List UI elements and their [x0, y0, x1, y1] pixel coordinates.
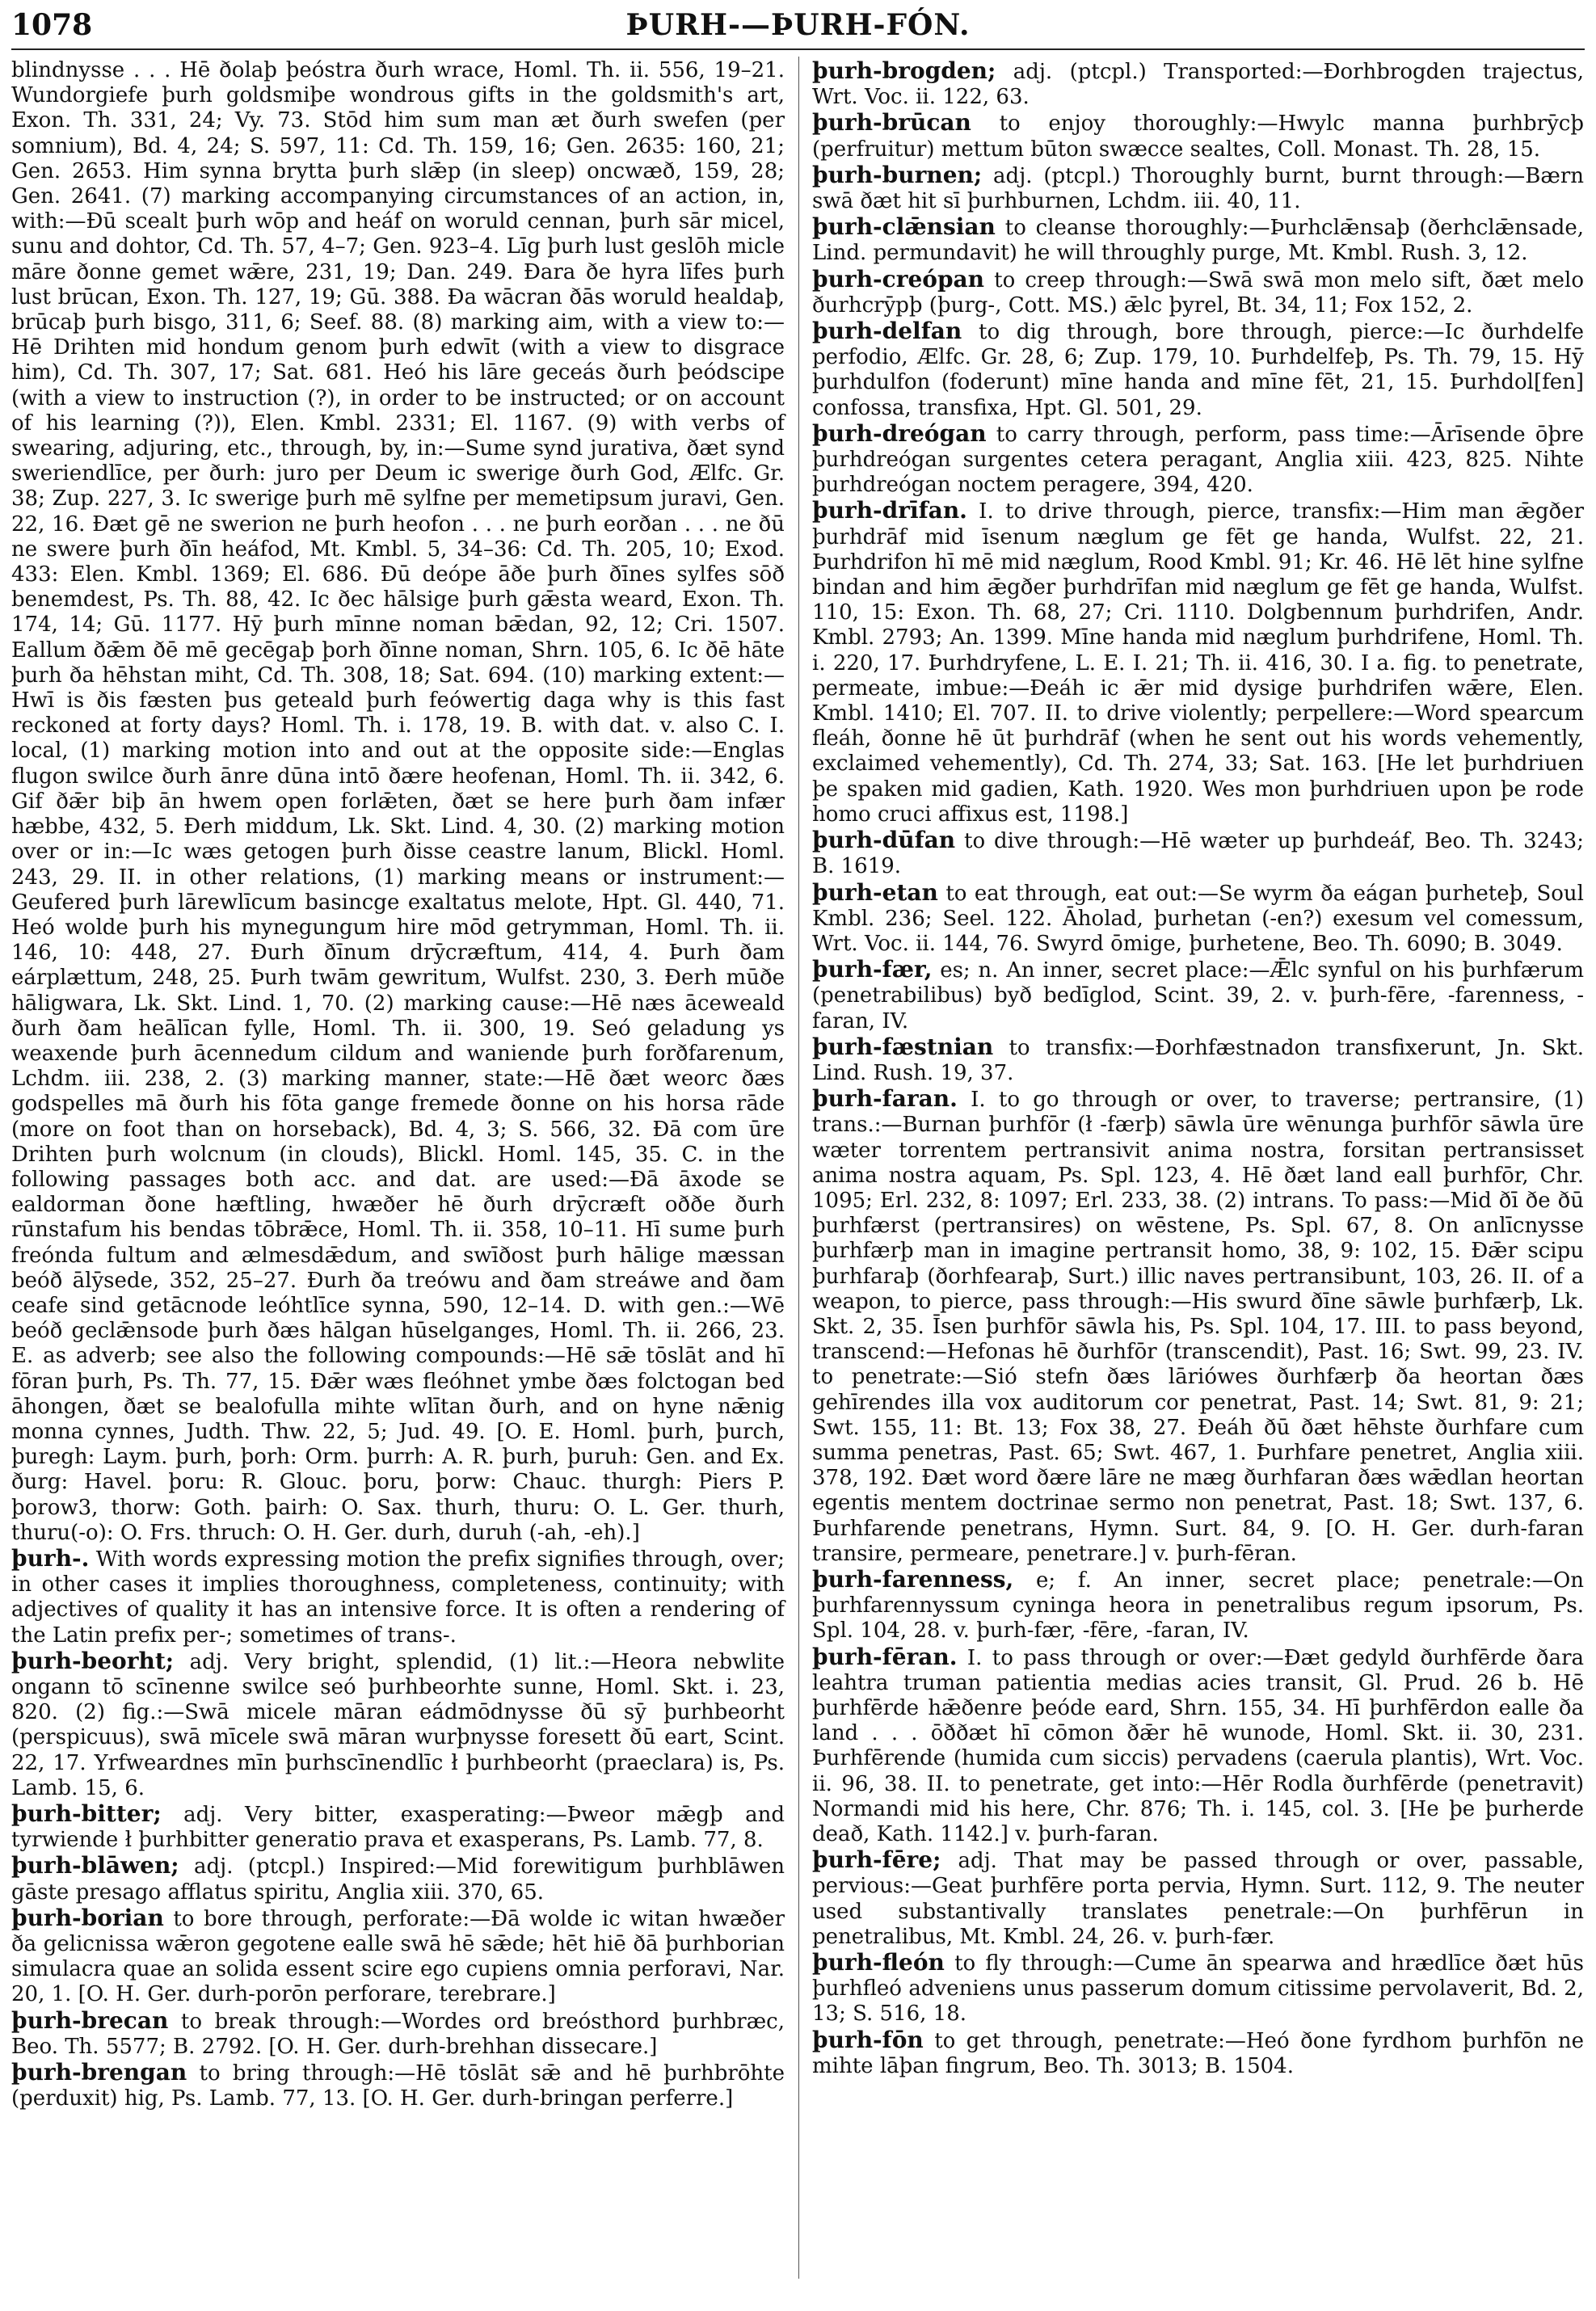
- entry-text: to dive through:—Hē wæter up þurhdeáf, Beo. Th. 3243; B. 1619.: [812, 829, 1584, 879]
- entry-text: to transfix:—Ðorhfæstnadon transfixerunt, Jn. Skt. Lind. Rush. 19, 37.: [812, 1035, 1584, 1085]
- entry-text: e; f. An inner, secret place; penetrale:—On þurhfarennyssum cyninga heora in penetralibus regum ipsorum, Ps. Spl. 104, 28. v. þurh-fær, -fēre, -faran, IV.: [812, 1568, 1584, 1644]
- entry-headword: þurh-bitter;: [11, 1800, 162, 1828]
- dictionary-entry: [812, 880, 1584, 958]
- right-column: [812, 58, 1584, 2079]
- dictionary-entry: [812, 58, 1584, 110]
- entry-text: to cleanse thoroughly:—Þurhclǣnsaþ (ðerhclǣnsade, Lind. permundavit) he will throughly purge, Mt. Kmbl. Rush. 3, 12.: [812, 216, 1584, 266]
- dictionary-entry: [11, 2060, 785, 2111]
- entry-headword: þurh-fēran.: [812, 1643, 958, 1670]
- dictionary-entry: [812, 1847, 1584, 1950]
- entry-headword: þurh-burnen;: [812, 161, 983, 188]
- column-divider: [798, 57, 799, 2279]
- header-rule: [11, 48, 1585, 50]
- entry-text: I. to go through or over, to traverse; pertransire, (1) trans.:—Burnan þurhfōr (ł -færþ) sāwla ūre wēnunga þurhfōr sāwla ūre wæter torrentem pertransivit anima nostra, forsitan pertransisset anima nostra aquam, Ps. Spl. 123, 4. Hē ðæt land eall þurhfōr, Chr. 1095; Erl. 232, 8: 1097; Erl. 233, 38. (2) intrans. To pass:—Mid ðī ðe ðū þurhfærst (pertransires) on wēstene, Ps. Spl. 67, 8. On anlīcnysse þurhfærþ man in imagine pertransit homo, 38, 9: 102, 15. Ðǣr scipu þurhfaraþ (ðorhfearaþ, Surt.) illic naves pertransibunt, 103, 26. II. of a weapon, to pierce, pass through:—His swurd ðīne sāwle þurhfærþ, Lk. Skt. 2, 35. Īsen þurhfōr sāwla his, Ps. Spl. 104, 17. III. to pass beyond, transcend:—Hefonas hē ðurhfōr (transcendit), Past. 16; Swt. 99, 23. IV. to penetrate:—Sió stefn ðæs lāriówes ðurhfærþ ða heortan ðæs gehīrendes illa vox auditorum cor penetrat, Past. 14; Swt. 81, 9: 21; Swt. 155, 11: Bt. 13; Fox 38, 27. Ðeáh ðū ðæt hēhste ðurhfare cum summa penetras, Past. 65; Swt. 467, 1. Þurhfare penetret, Anglia xiii. 378, 192. Ðæt word ðære lāre ne mæg ðurhfaran ðæs wǣdlan heortan egentis mentem doctrinae sermo non penetrat, Past. 18; Swt. 137, 6. Þurhfarende penetrans, Hymn. Surt. 84, 9. [O. H. Ger. durh-faran transire, permeare, penetrare.] v. þurh-fēran.: [812, 1088, 1584, 1566]
- entry-text: adj. Very bitter, exasperating:—Þweor mǣgþ and tyrwiende ł þurhbitter generatio prava et exasperans, Ps. Lamb. 77, 8.: [11, 1803, 785, 1853]
- entry-headword: þurh-brūcan: [812, 109, 971, 137]
- dictionary-entry: [11, 2008, 785, 2060]
- entry-headword: þurh-farenness,: [812, 1565, 1014, 1593]
- entry-headword: þurh-brecan: [11, 2006, 169, 2034]
- dictionary-entry: [812, 1950, 1584, 2027]
- entry-headword: þurh-.: [11, 1544, 90, 1572]
- entry-headword: þurh-fleón: [812, 1949, 945, 1976]
- entry-text: adj. (ptcpl.) Thoroughly burnt, burnt through:—Bærn swā ðæt hit sī þurhburnen, Lchdm. iii. 40, 11.: [812, 163, 1584, 214]
- entry-text: to creep through:—Swā swā mon melo sift, ðæt melo ðurhcrȳpþ (þurg-, Cott. MS.) ǣlc þyrel, Bt. 34, 11; Fox 152, 2.: [812, 267, 1584, 318]
- dictionary-entry: [812, 214, 1584, 266]
- entry-text: to bore through, perforate:—Ðā wolde ic witan hwæðer ða gelicnissa wǣron gegotene ealle swā hē sǣde; hēt hiē ðā þurhborian simulacra quae an solida essent scire ego cupiens omnia perforavi, Nar. 20, 1. [O. H. Ger. durh-porōn perforare, terebrare.]: [11, 1906, 785, 2007]
- entry-headword: þurh-brogden;: [812, 57, 996, 84]
- entry-text: to dig through, bore through, pierce:—Ic ðurhdelfe perfodio, Ælfc. Gr. 28, 6; Zup. 179, 10. Þurhdelfeþ, Ps. Th. 79, 15. Hȳ þurhdulfon (foderunt) mīne handa and mīne fēt, 21, 15. Þurhdol[fen] confossa, transfixa, Hpt. Gl. 501, 29.: [812, 320, 1584, 420]
- entry-text: With words expressing motion the prefix signifies through, over; in other cases it implies thoroughness, completeness, continuity; with adjectives of quality it has an intensive force. It is often a rendering of the Latin prefix per-; sometimes of trans-.: [11, 1547, 785, 1648]
- running-head: ÞURH-—ÞURH-FÓN.: [625, 8, 971, 42]
- entry-text: to eat through, eat out:—Se wyrm ða eágan þurheteþ, Soul Kmbl. 236; Seel. 122. Āholad, þurhetan (-en?) exesum vel comessum, Wrt. Voc. ii. 144, 76. Swyrd ōmige, þurhetene, Beo. Th. 6090; B. 3049.: [812, 881, 1584, 956]
- entry-headword: þurh-blāwen;: [11, 1852, 179, 1880]
- entry-headword: þurh-dūfan: [812, 827, 956, 854]
- dictionary-entry: [812, 162, 1584, 214]
- entry-headword: þurh-creópan: [812, 265, 985, 293]
- entry-text: to enjoy thoroughly:—Hwylc manna þurhbrȳcþ (perfruitur) mettum būton swæcce sealtes, Coll. Monast. Th. 28, 15.: [812, 112, 1584, 162]
- left-entries: [11, 1546, 785, 2111]
- entry-headword: þurh-delfan: [812, 318, 962, 345]
- left-column: [11, 58, 785, 2111]
- entry-headword: þurh-faran.: [812, 1085, 958, 1113]
- dictionary-entry: [11, 1853, 785, 1905]
- dictionary-entry: [812, 498, 1584, 827]
- dictionary-entry: [812, 1034, 1584, 1086]
- dictionary-entry: [812, 267, 1584, 318]
- entry-text: to break through:—Wordes ord breósthord þurhbræc, Beo. Th. 5577; B. 2792. [O. H. Ger. durh-brehhan dissecare.]: [11, 2009, 785, 2059]
- right-entries: [812, 58, 1584, 2079]
- entry-text: adj. Very bright, splendid, (1) lit.:—Heora nebwlite ongann tō scīnenne swilce seó þurhbeorhte sunne, Homl. Skt. i. 23, 820. (2) fig.:—Swā micele māran eádmōdnysse ðū sȳ þurhbeorht (perspicuus), swā mīcele swā māran wurþnysse foresett ðū eart, Scint. 22, 17. Yrfweardnes mīn þurhscīnendlīc ł þurhbeorht (praeclara) is, Ps. Lamb. 15, 6.: [11, 1649, 785, 1800]
- page-header: [11, 6, 1585, 48]
- dictionary-entry: [812, 1567, 1584, 1644]
- intro-paragraph: blindnysse . . . Hē ðolaþ þeóstra ðurh wrace, Homl. Th. ii. 556, 19–21. Wundorgiefe þurh goldsmiþe wondrous gifts in the goldsmith's art, Exon. Th. 331, 24; Vy. 73. Stōd him sum man æt ðurh swefen (per somnium), Bd. 4, 24; S. 597, 11: Cd. Th. 159, 16; Gen. 2635: 160, 21; Gen. 2653. Him synna brytta þurh slǣp (in sleep) oncwæð, 159, 28; Gen. 2641. (7) marking accompanying circumstances of an action, in, with:—Ðū scealt þurh wōp and heáf on woruld cennan, þurh sār micel, sunu and dohtor, Cd. Th. 57, 4–7; Gen. 923–4. Līg þurh lust geslōh micle māre ðonne gemet wǣre, 231, 19; Dan. 249. Ðara ðe hyra līfes þurh lust brūcan, Exon. Th. 127, 19; Gū. 388. Ða wācran ðās woruld healdaþ, brūcaþ þurh bisgo, 311, 6; Seef. 88. (8) marking aim, with a view to:—Hē Drihten mid hondum genom þurh edwīt (with a view to disgrace him), Cd. Th. 307, 17; Sat. 681. Heó his lāre geceás ðurh þeódscipe (with a view to instruction (?), in order to be instructed; or on account of his learning (?)), Elen. Kmbl. 2331; El. 1167. (9) with verbs of swearing, adjuring, etc., through, by, in:—Sume synd jurativa, ðæt synd sweriendlīce, per ðurh: juro per Deum ic swerige ðurh God, Ælfc. Gr. 38; Zup. 227, 3. Ic swerige þurh mē sylfne per memetipsum juravi, Gen. 22, 16. Ðæt gē ne swerion ne þurh heofon . . . ne þurh eorðan . . . ne ðū ne swere þurh ðīn heáfod, Mt. Kmbl. 5, 34–36: Cd. Th. 205, 10; Exod. 433: Elen. Kmbl. 1369; El. 686. Ðū deópe āðe þurh ðīnes sylfes sōð benemdest, Ps. Th. 88, 42. Ic ðec hālsige þurh gǣsta weard, Exon. Th. 174, 14; Gū. 1177. Hȳ þurh mīnne noman bǣdan, 92, 12; Cri. 1507. Eallum ðǣm ðē mē gecēgaþ þorh ðīnne noman, Shrn. 105, 6. Ic ðē hāte þurh ða hēhstan miht, Cd. Th. 308, 18; Sat. 694. (10) marking extent:—Hwī is ðis fæsten þus geteald þurh feówertig daga why is this fast reckoned at forty days? Homl. Th. i. 178, 19. B. with dat. v. also C. I. local, (1) marking motion into and out at the opposite side:—Englas flugon swilce ðurh ānre dūna intō ðære heofenan, Homl. Th. ii. 342, 6. Gif ðǣr biþ ān hwem open forlǣten, ðæt se here þurh ðam infær hæbbe, 432, 5. Ðerh middum, Lk. Skt. Lind. 4, 30. (2) marking motion over or in:—Ic wæs getogen þurh ðisse ceastre lanum, Blickl. Homl. 243, 29. II. in other relations, (1) marking means or instrument:—Geufered þurh lārewlīcum basincge exaltatus melote, Hpt. Gl. 440, 71. Heó wolde þurh his mynegungum hire mōd getrymman, Homl. Th. ii. 146, 10: 448, 27. Ðurh ðīnum drȳcræftum, 414, 4. Þurh ðam eárplættum, 248, 25. Þurh twām gewritum, Wulfst. 230, 3. Ðerh mūðe hāligwara, Lk. Skt. Lind. 1, 70. (2) marking cause:—Hē næs āceweald ðurh ðam heālīcan fylle, Homl. Th. ii. 300, 19. Seó geladung ys weaxende þurh ācennedum cildum and waniende þurh forðfarenum, Lchdm. iii. 238, 2. (3) marking manner, state:—Hē ðæt weorc ðæs godspelles mā ðurh his fōta gange fremede ðonne on his horsa rāde (more on foot than on horseback), Bd. 4, 3; S. 566, 32. Ðā com ūre Drihten þurh wolcnum (in clouds), Blickl. Homl. 145, 35. C. in the following passages both acc. and dat. are used:—Ðā āxode se ealdorman ðone hæftling, hwæðer hē ðurh drȳcræft oððe ðurh rūnstafum his bendas tōbrǣce, Homl. Th. ii. 358, 10–11. Hī sume þurh freónda fultum and ælmesdǣdum, and swīðost þurh hālige mæssan beóð ālȳsede, 352, 25–27. Ðurh ða treówu and ðam streáwe and ðam ceafe sind getācnode leóhtlīce synna, 590, 12–14. D. with gen.:—Wē beóð geclǣnsode þurh ðæs hālgan hūselganges, Homl. Th. ii. 266, 23. E. as adverb; see also the following compounds:—Hē sǣ tōslāt and hī fōran þurh, Ps. Th. 77, 15. Ðǣr wæs fleóhnet ymbe ðæs folctogan bed āhongen, ðæt se bealofulla mihte wlītan ðurh, and on hyne nǣnig monna cynnes, Judth. Thw. 22, 5; Jud. 49. [O. E. Homl. þurh, þurch, þuregh: Laym. þurh, þorh: Orm. þurrh: A. R. þurh, þuruh: Gen. and Ex. ðurg: Havel. þoru: R. Glouc. þoru, þorw: Chauc. thurgh: Piers P. þorow3, thorw: Goth. þairh: O. Sax. thurh, thuru: O. L. Ger. thurh, thuru(-o): O. Frs. thruch: O. H. Ger. durh, duruh (-ah, -eh).]: [11, 58, 785, 1545]
- dictionary-entry: [11, 1648, 785, 1801]
- entry-text: I. to pass through or over:—Ðæt gedyld ðurhfērde ðara leahtra truman patientia medias acies transit, Gl. Prud. 26 b. Hē þurhfērde hǣðenre þeóde eard, Shrn. 155, 34. Hī þurhfērdon ealle ða land . . . ōððæt hī cōmon ðǣr hē wunode, Homl. Skt. ii. 30, 231. Þurhfērende (humida cum siccis) pervadens (caerula plantis), Wrt. Voc. ii. 96, 38. II. to penetrate, get into:—Hēr Rodla ðurhfērde (penetravit) Normandi mid his here, Chr. 876; Th. i. 145, col. 3. [He þe þurherde deað, Kath. 1142.] v. þurh-faran.: [812, 1645, 1584, 1847]
- dictionary-entry: [812, 1644, 1584, 1848]
- page-number: 1078: [11, 8, 93, 42]
- dictionary-entry: [812, 110, 1584, 162]
- entry-headword: þurh-fēre;: [812, 1846, 941, 1874]
- dictionary-entry: [812, 827, 1584, 879]
- dictionary-entry: [11, 1546, 785, 1648]
- entry-text: I. to drive through, pierce, transfix:—Him man ǣgðer þurhdrāf mid īsenum næglum ge fēt ge handa, Wulfst. 22, 21. Þurhdrifon hī mē mid næglum, Rood Kmbl. 91; Kr. 46. Hē lēt hine sylfne bindan and him ǣgðer þurhdrīfan mid næglum ge fēt ge handa, Wulfst. 110, 15: Exon. Th. 68, 27; Cri. 1110. Dolgbennum þurhdrifen, Andr. Kmbl. 2793; An. 1399. Mīne handa mid næglum þurhdrifene, Homl. Th. i. 220, 17. Þurhdryfene, L. E. I. 21; Th. ii. 416, 30. I a. fig. to penetrate, permeate, imbue:—Ðeáh ic ǣr mid dysige þurhdrifen wǣre, Elen. Kmbl. 1410; El. 707. II. to drive violently; perpellere:—Word spearcum fleáh, ðonne hē ūt þurhdrāf (when he sent out his words vehemently, exclaimed vehemently), Cd. Th. 274, 33; Sat. 163. [He let þurhdriuen þe spaken mid gadien, Kath. 1920. Wes mon þurhdriuen upon þe rode homo cruci affixus est, 1198.]: [812, 499, 1584, 827]
- entry-text: adj. That may be passed through or over, passable, pervious:—Geat þurhfēre porta pervia, Hymn. Surt. 112, 9. The neuter used substantivally translates penetrale:—On þurhfērun in penetralibus, Mt. Kmbl. 24, 26. v. þurh-fær.: [812, 1849, 1584, 1949]
- entry-text: adj. (ptcpl.) Inspired:—Mid forewitigum þurhblāwen gāste presago afflatus spiritu, Anglia xiii. 370, 65.: [11, 1854, 785, 1905]
- entry-headword: þurh-etan: [812, 878, 938, 906]
- dictionary-entry: [812, 957, 1584, 1034]
- dictionary-entry: [812, 421, 1584, 499]
- dictionary-entry: [11, 1801, 785, 1853]
- entry-headword: þurh-dreógan: [812, 419, 987, 447]
- entry-headword: þurh-fōn: [812, 2026, 924, 2053]
- entry-text: to carry through, perform, pass time:—Ārīsende ōþre þurhdreógan surgentes cetera peragant, Anglia xiii. 423, 825. Nihte þurhdreógan noctem peragere, 394, 420.: [812, 422, 1584, 498]
- entry-text: to get through, penetrate:—Heó ðone fyrdhom þurhfōn ne mihte lāþan fingrum, Beo. Th. 3013; B. 1504.: [812, 2028, 1584, 2078]
- entry-text: es; n. An inner, secret place:—Ǣlc synful on his þurhfærum (penetrabilibus) byð bedīglod, Scint. 39, 2. v. þurh-fēre, -farenness, -faran, IV.: [812, 958, 1584, 1033]
- dictionary-entry: [812, 1086, 1584, 1567]
- entry-headword: þurh-brengan: [11, 2059, 187, 2086]
- entry-headword: þurh-drīfan.: [812, 497, 967, 524]
- dictionary-entry: [812, 2027, 1584, 2079]
- entry-headword: þurh-borian: [11, 1904, 164, 1931]
- entry-text: to bring through:—Hē tōslāt sǣ and hē þurhbrōhte (perduxit) hig, Ps. Lamb. 77, 13. [O. H. Ger. durh-bringan perferre.]: [11, 2061, 785, 2111]
- entry-text: adj. (ptcpl.) Transported:—Ðorhbrogden trajectus, Wrt. Voc. ii. 122, 63.: [812, 60, 1584, 110]
- dictionary-entry: [11, 1905, 785, 2008]
- entry-headword: þurh-beorht;: [11, 1647, 175, 1674]
- entry-headword: þurh-fær,: [812, 956, 933, 983]
- entry-headword: þurh-fæstnian: [812, 1033, 994, 1060]
- entry-headword: þurh-clǣnsian: [812, 213, 996, 241]
- dictionary-entry: [812, 318, 1584, 421]
- entry-text: to fly through:—Cume ān spearwa and hrædlīce ðæt hūs þurhfleó adveniens unus passerum domum citissime pervolaverit, Bd. 2, 13; S. 516, 18.: [812, 1951, 1584, 2027]
